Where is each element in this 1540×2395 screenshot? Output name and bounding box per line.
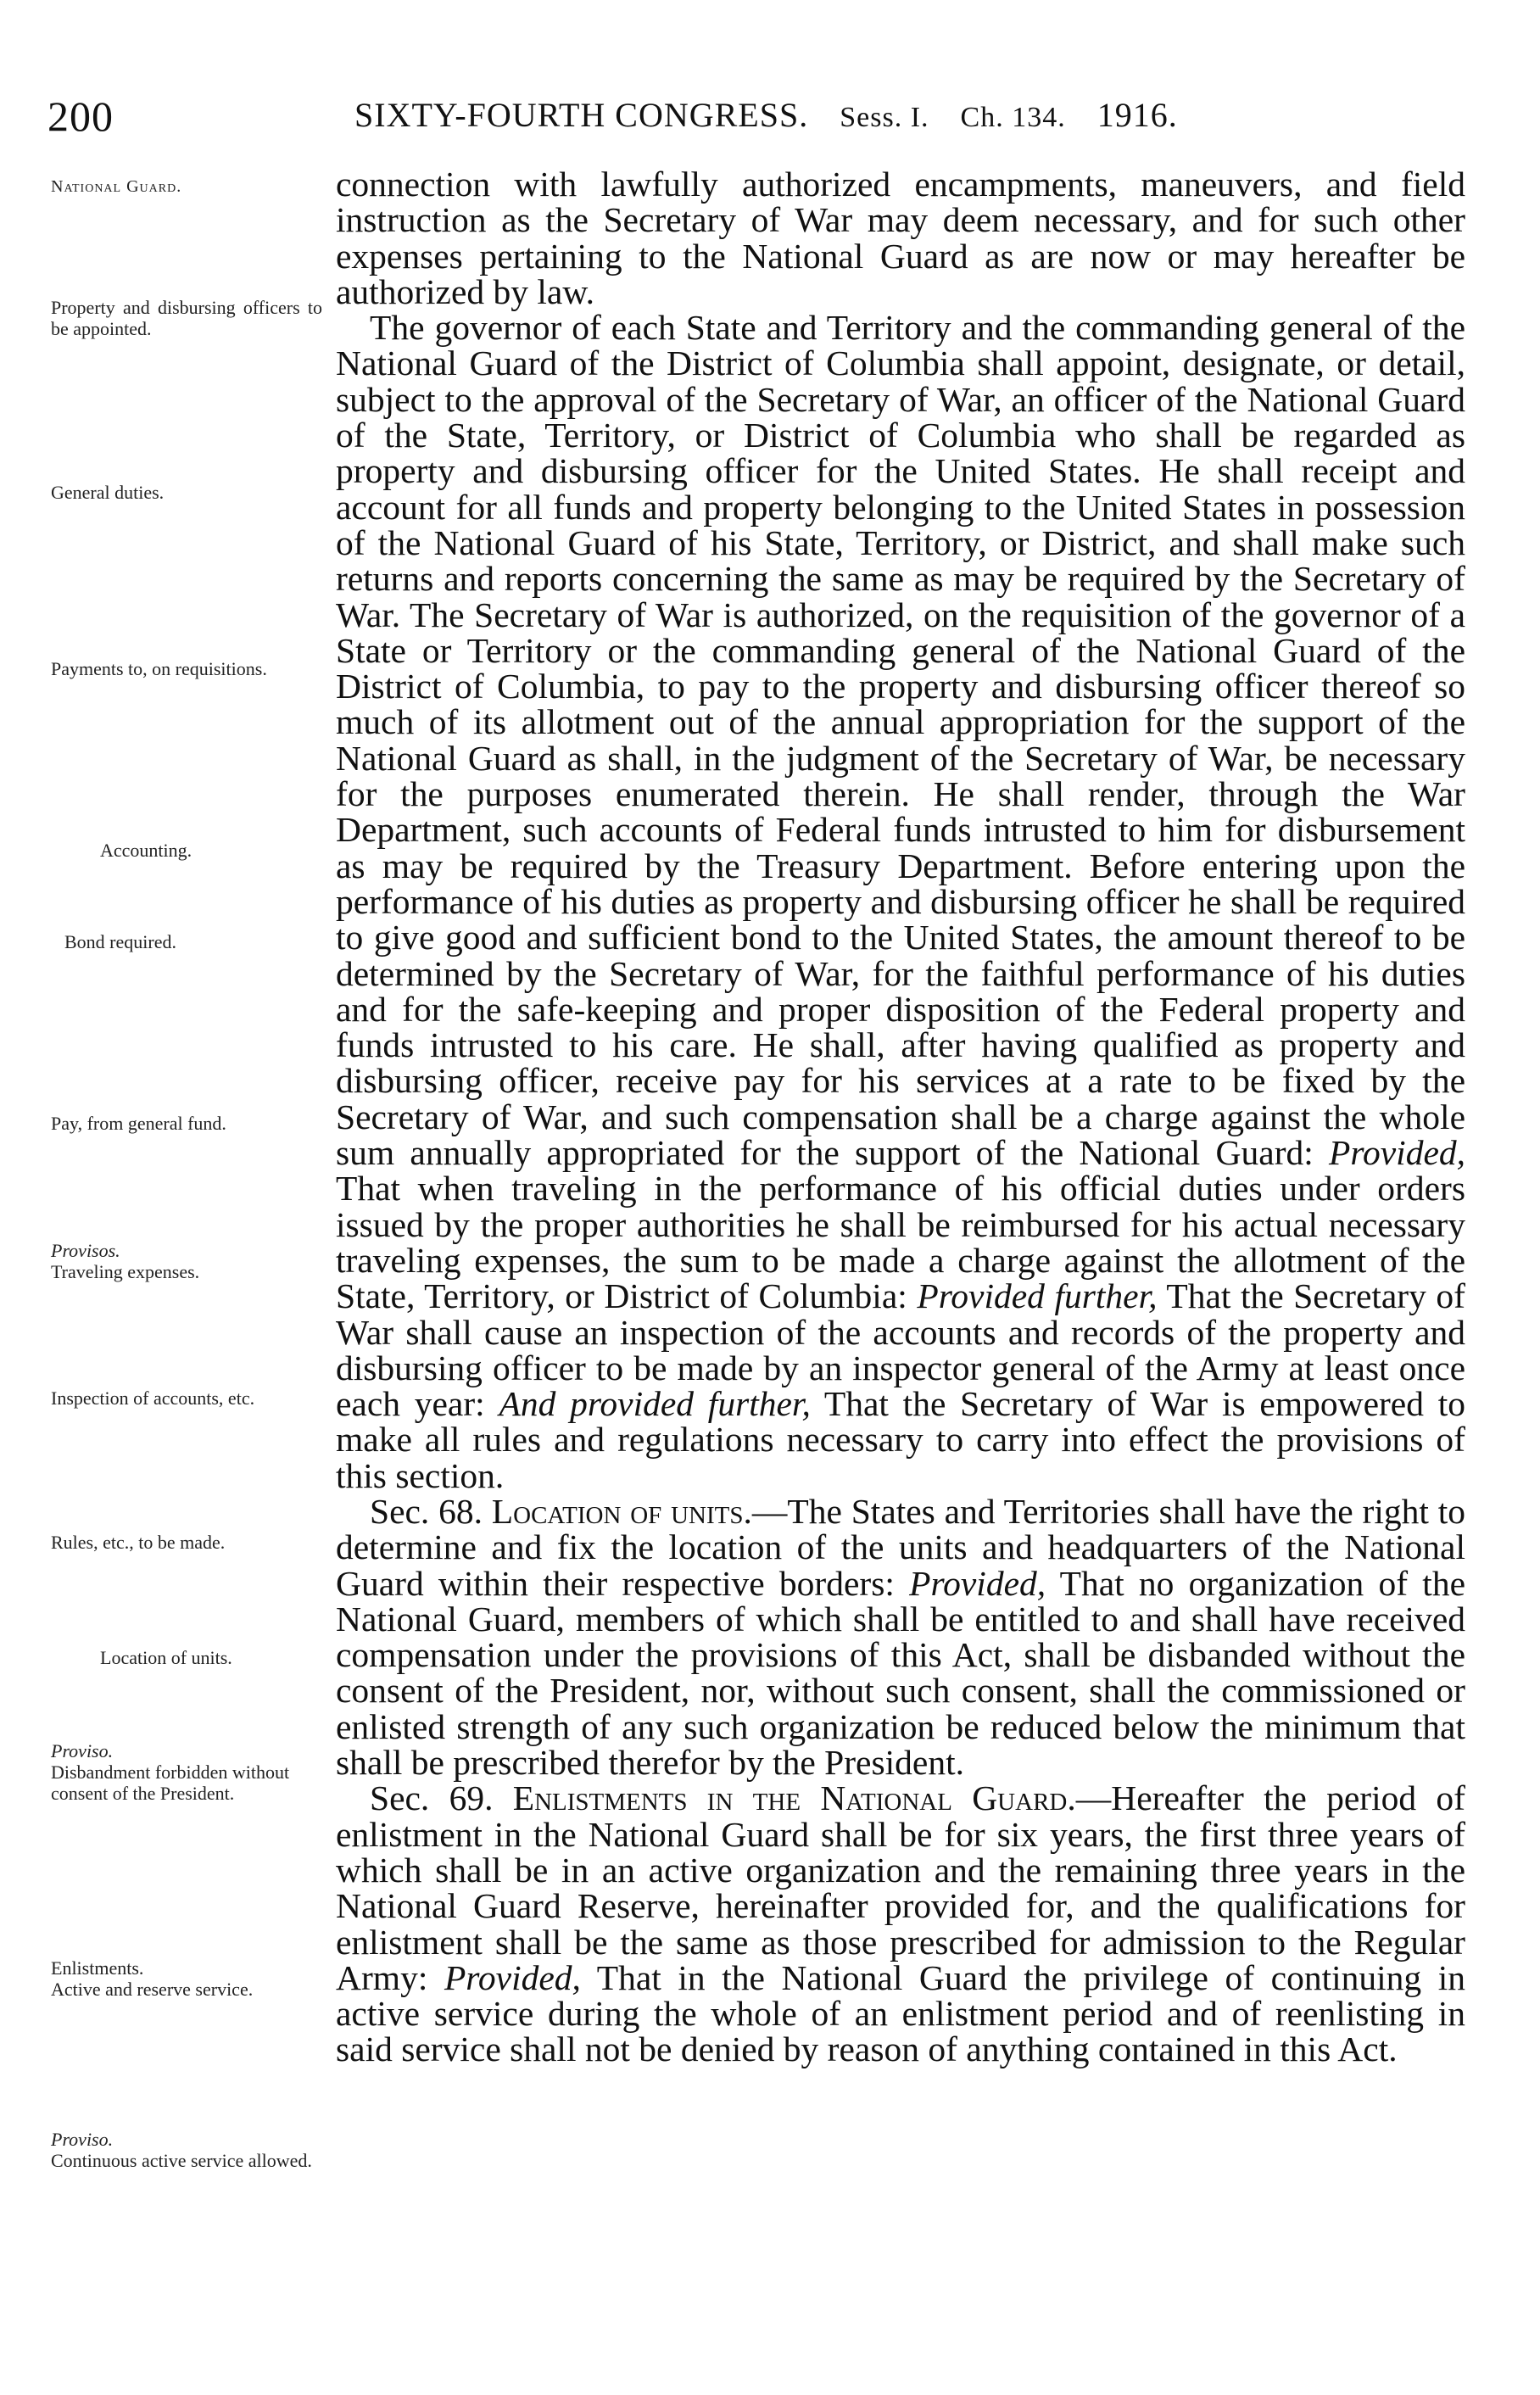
margin-note-provisos-label: Provisos. [51,1240,120,1261]
margin-note-active-reserve: Active and reserve service. [51,1979,254,2000]
margin-note-provisos [51,1240,331,1282]
running-head [354,95,1465,135]
margin-note-pay-general-fund: Pay, from general fund. [51,1113,226,1134]
section-69: Sec. 69. Enlistments in the National Guard.—Hereafter the period of enlistment in the National Guard shall be for six years, the first three years of which shall be in an active organization and the remaining three years in the National Guard Reserve, hereinafter provided for, and the qualifications for enlistment shall be the same as those prescribed for admission to the Regular Army: Provided, That in the National Guard the privilege of continuing in active service during the whole of an enlistment period and of reenlisting in said service shall not be denied by reason of anything contained in this Act. [336,1778,1466,2069]
session-label: Sess. I. [840,102,929,133]
section-69-label: Sec. 69. [370,1778,494,1818]
margin-note-payments: Payments to, on requisitions. [51,658,267,679]
section-68: Sec. 68. Location of units.—The States and Territories shall have the right to determine and fix the location of the units and headquarters of the National Guard within their respective borders: Provided, That no organization of the National Guard, members of which shall be entitled to and shall have received compensation under the provisions of this Act, shall be disbanded without the consent of the President, nor, without such consent, shall the commissioned or enlisted strength of any such organization be reduced below the minimum that shall be prescribed therefor by the President. [336,1491,1465,1783]
section-69-title: Enlistments in the National Guard. [512,1778,1076,1818]
margin-note-enlistments-label: Enlistments. [51,1957,144,1979]
year-label: 1916. [1096,96,1178,134]
paragraph-property-officers: The governor of each State and Territory and the commanding general of the National Guard of the District of Columbia shall appoint, designate, or detail, subject to the approval of the Secretary of War, an officer of the National Guard of the State, Territory, or District of Columbia who shall be regarded as property and disbursing officer for the United States. He shall receipt and account for all funds and property belonging to the United States in possession of the National Guard of his State, Territory, or District, and shall make such returns and reports concerning the same as may be required by the Secretary of War. The Secretary of War is authorized, on the requisition of the governor of a State or Territory or the commanding general of the National Guard of the District of Columbia, to pay to the property and disbursing officer thereof so much of its allotment out of the annual appropriation for the support of the National Guard as shall, in the judgment of the Secretary of War, be necessary for the purposes enumerated therein. He shall render, through the War Department, such accounts of Federal funds intrusted to him for disbursement as may be required by the Treasury Department. Before entering upon the performance of his duties as property and disbursing officer he shall be required to give good and sufficient bond to the United States, the amount thereof to be determined by the Secretary of War, for the faithful performance of his duties and for the safe-keeping and proper disposition of the Federal property and funds intrusted to his care. He shall, after having qualified as property and disbursing officer, receive pay for his services at a rate to be fixed by the Secretary of War, and such compensation shall be a charge against the whole sum annually appropriated for the support of the National Guard: Provided, That when traveling in the performance of his official duties under orders issued by the proper authorities he shall be reimbursed for his actual necessary traveling expenses, the sum to be made a charge against the allotment of the State, Territory, or District of Columbia: Provided further, That the Secretary of War shall cause an inspection of the accounts and records of the property and disbursing officer to be made by an inspector general of the Army at least once each year: And provided further, That the Secretary of War is empowered to make all rules and regulations necessary to carry into effect the provisions of this section. [336,308,1466,1495]
congress-title: SIXTY-FOURTH CONGRESS. [354,96,809,134]
chapter-label: Ch. 134. [960,102,1066,133]
margin-note-rules: Rules, etc., to be made. [51,1532,226,1553]
margin-note-proviso-label-1: Proviso. [51,1740,114,1761]
statute-body [336,166,1465,2068]
margin-note-property-officers: Property and disbursing officers to be appointed. [51,297,322,339]
margin-note-accounting: Accounting. [100,840,192,861]
margin-note-location-units: Location of units. [100,1647,232,1668]
section-68-label: Sec. 68. [370,1491,483,1531]
margin-note-national-guard: National Guard. [51,177,182,196]
margin-note-disbandment: Disbandment forbidden without consent of the President. [51,1761,290,1804]
page-number: 200 [47,92,114,140]
margin-note-proviso-continuous [51,2129,331,2171]
margin-note-enlistments [51,1957,331,2000]
margin-note-general-duties: General duties. [51,482,165,503]
margin-note-traveling: Traveling expenses. [51,1261,200,1282]
margin-note-inspection: Inspection of accounts, etc. [51,1387,255,1409]
margin-note-bond-required: Bond required. [64,931,176,952]
paragraph-appropriation: connection with lawfully authorized encampments, maneuvers, and field instruction as the Secretary of War may deem necessary, and for such other expenses pertaining to the National Guard as are now or may hereafter be authorized by law. [336,165,1465,311]
margin-note-proviso-label-2: Proviso. [51,2129,114,2150]
margin-note-continuous: Continuous active service allowed. [51,2150,312,2171]
section-68-title: Location of units. [491,1491,752,1531]
margin-note-proviso-disband [51,1740,331,1804]
